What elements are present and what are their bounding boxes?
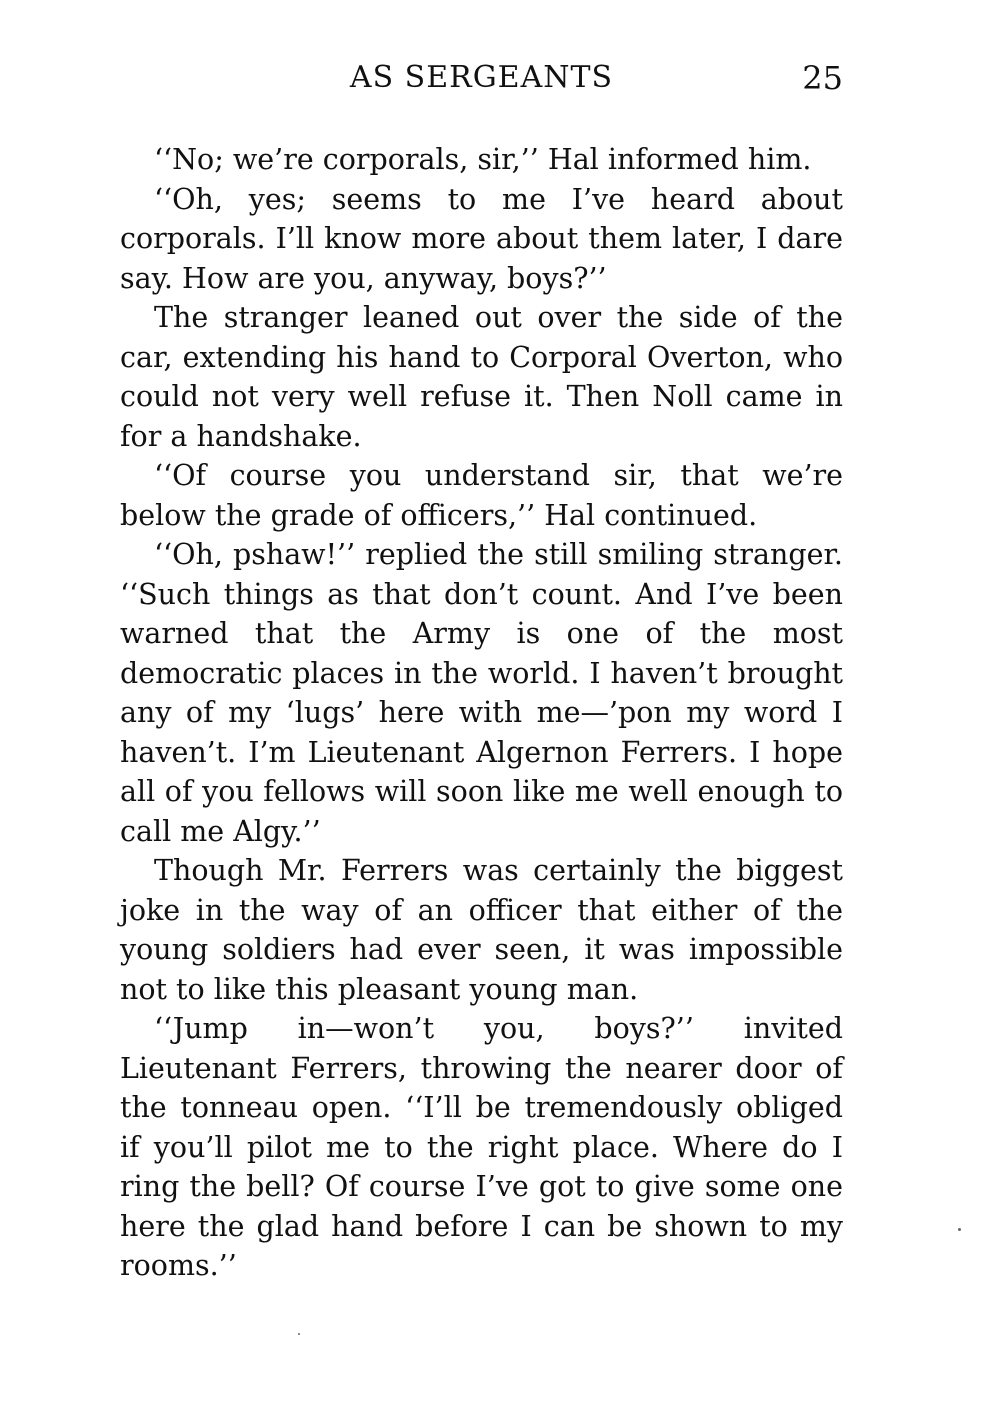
- paragraph: ‘‘No; we’re corporals, sir,’’ Hal informed him.: [154, 143, 812, 176]
- paragraph: ‘‘Of course you understand sir, that we’re below the grade of officers,’’ Hal continued.: [120, 459, 843, 532]
- page-header: [120, 58, 843, 108]
- scan-speck: [958, 1228, 961, 1231]
- paragraph: ‘‘Oh, yes; seems to me I’ve heard about corporals. I’ll know more about them later, I dare say. How are you, anyway, boys?’’: [120, 182, 843, 295]
- running-head: AS SERGEANTS: [349, 60, 614, 95]
- paragraph: ‘‘Oh, pshaw!’’ replied the still smiling stranger. ‘‘Such things as that don’t count. And I’ve been warned that the Army is one of the most democratic places in the world. I haven’t brought any of my ‘lugs’ here with me—’pon my word I haven’t. I’m Lieutenant Algernon Ferrers. I hope all of you fellows will soon like me well enough to call me Algy.’’: [120, 538, 843, 848]
- paragraph: Though Mr. Ferrers was certainly the biggest joke in the way of an officer that either of the young soldiers had ever seen, it was impossible not to like this pleasant young man.: [120, 854, 843, 1006]
- body-text: [120, 140, 843, 1286]
- paragraph: ‘‘Jump in—won’t you, boys?’’ invited Lieutenant Ferrers, throwing the nearer door of the tonneau open. ‘‘I’ll be tremendously obliged if you’ll pilot me to the right place. Where do I ring the bell? Of course I’ve got to give some one here the glad hand before I can be shown to my rooms.’’: [120, 1012, 843, 1282]
- paragraph: The stranger leaned out over the side of the car, extending his hand to Corporal Overton, who could not very well refuse it. Then Noll came in for a handshake.: [120, 301, 843, 453]
- page-number: 25: [802, 59, 843, 97]
- scan-speck: [298, 1333, 300, 1335]
